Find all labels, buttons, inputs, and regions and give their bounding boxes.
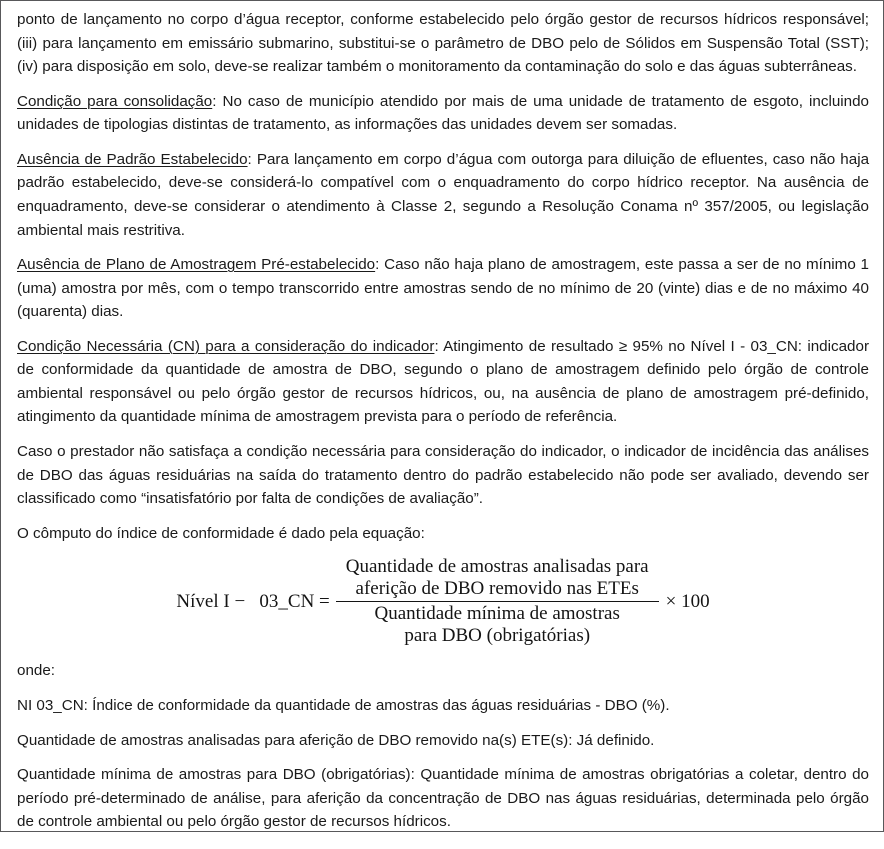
formula-numerator-line-2: aferição de DBO removido nas ETEs xyxy=(355,578,639,600)
paragraph-ausencia-padrao xyxy=(17,148,869,242)
term-label-ausencia-padrao: Ausência de Padrão Estabelecido xyxy=(17,150,248,168)
formula-denominator-line-2: para DBO (obrigatórias) xyxy=(404,625,591,647)
paragraph-ausencia-plano xyxy=(17,253,869,324)
definition-quantidade-minima: Quantidade mínima de amostras para DBO (obrigatórias): Quantidade mínima de amostras obrigatórias a coletar, dentro do período pré-determinado de análise, para aferição da concentração de DBO nas águas residuárias, determinada pelo órgão de controle ambiental ou pelo órgão gestor de recursos hídricos. xyxy=(17,766,869,831)
paragraph-text: : No caso de município atendido por mais de uma unidade de tratamento de esgoto, incluindo unidades de tipologias distintas de tratamento, as informações das unidades devem ser somadas. xyxy=(17,92,869,134)
paragraph-text: Caso o prestador não satisfaça a condição necessária para consideração do indicador, o indicador de incidência das análises de DBO das águas residuárias na saída do tratamento dentro do padrão estabelecido não pode ser avaliado, devendo ser classificado como “insatisfatório por falta de condições de avaliação”. xyxy=(17,443,869,508)
formula-right-side: × 100 xyxy=(665,591,710,613)
paragraph-text: : Para lançamento em corpo d’água com outorga para diluição de efluentes, caso não haja padrão estabelecido, deve-se considerá-lo compatível com o enquadramento do corpo hídrico receptor. Na ausência de enquadramento, deve-se considerar o atendimento à Classe 2, segundo a Resolução Conama nº 357/2005, ou legislação ambiental mais restritiva. xyxy=(17,150,870,239)
formula-numerator xyxy=(336,556,659,601)
paragraph-text: : Atingimento de resultado ≥ 95% no Nível I - 03_CN: indicador de conformidade da quantidade de amostra de DBO, segundo o plano de amostragem definido pelo órgão de controle ambiental responsável ou pelo órgão gestor de recursos hídricos, ou, na ausência de plano de amostragem pré-definido, atingimento da quantidade mínima de amostragem prevista para o período de referência. xyxy=(17,337,869,426)
paragraph-caso-prestador xyxy=(17,440,869,511)
definitions-intro: onde: xyxy=(17,662,56,680)
paragraph-text: : Caso não haja plano de amostragem, este passa a ser de no mínimo 1 (uma) amostra por mês, com o tempo transcorrido entre amostras sendo de no mínimo de 20 (vinte) dias e de no máximo 40 (quarenta) dias. xyxy=(17,256,869,321)
term-label-condicao-consolidacao: Condição para consolidação xyxy=(17,92,213,110)
definition-ni03cn: NI 03_CN: Índice de conformidade da quantidade de amostras das águas residuárias - DBO (%). xyxy=(17,696,670,714)
paragraph-text: ponto de lançamento no corpo d’água receptor, conforme estabelecido pelo órgão gestor de recursos hídricos responsável; (iii) para lançamento em emissário submarino, substitui-se o parâmetro de DBO pelo de Sólidos em Suspensão Total (SST); (iv) para disposição em solo, deve-se realizar também o monitoramento da contaminação do solo e das águas subterrâneas. xyxy=(17,11,869,76)
paragraph-condicao-consolidacao xyxy=(17,90,869,137)
term-label-ausencia-plano: Ausência de Plano de Amostragem Pré-estabelecido xyxy=(17,256,376,274)
term-label-condicao-necessaria: Condição Necessária (CN) para a consideração do indicador xyxy=(17,337,435,355)
paragraph-lancamento xyxy=(17,8,869,79)
formula-denominator xyxy=(365,602,630,647)
paragraph-computo xyxy=(17,522,869,546)
formula-inner xyxy=(176,556,709,647)
paragraph-text: O cômputo do índice de conformidade é dado pela equação: xyxy=(17,524,425,542)
definition-quantidade-analisadas: Quantidade de amostras analisadas para aferição de DBO removido na(s) ETE(s): Já definido. xyxy=(17,731,655,749)
formula-fraction xyxy=(336,556,659,647)
formula-ni03cn xyxy=(17,556,869,647)
formula-numerator-line-1: Quantidade de amostras analisadas para xyxy=(345,556,649,578)
document-body xyxy=(17,8,869,834)
paragraph-condicao-necessaria xyxy=(17,335,869,429)
formula-denominator-line-1: Quantidade mínima de amostras xyxy=(374,603,620,625)
formula-left-side: Nível I − 03_CN = xyxy=(176,591,330,613)
